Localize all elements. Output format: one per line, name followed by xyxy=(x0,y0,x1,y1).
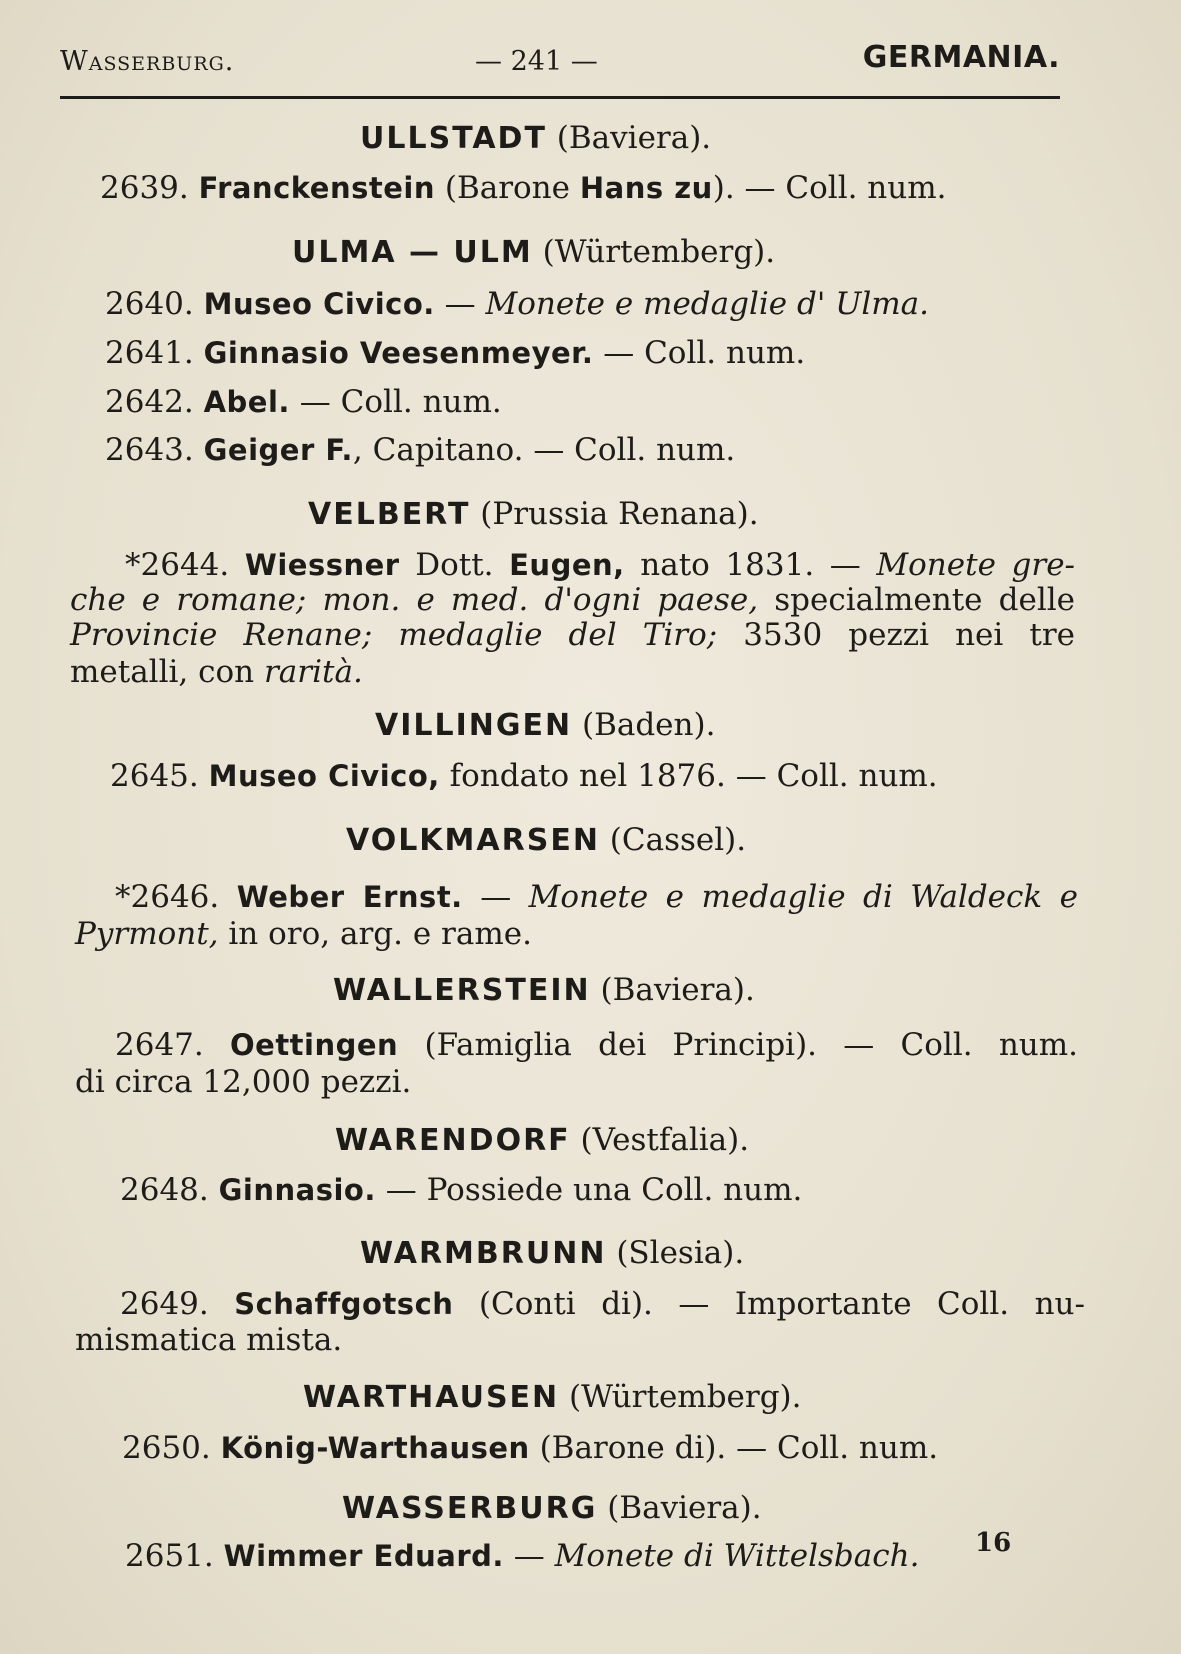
header-left: Wasserburg. xyxy=(60,46,235,77)
entry-name: Ginnasio. xyxy=(218,1173,376,1207)
city-name: VILLINGEN xyxy=(375,708,573,743)
entry-name: Museo Civico, xyxy=(208,759,440,793)
entry-number: 2642. xyxy=(105,384,194,420)
entry-2650 xyxy=(122,1428,938,1468)
entry-text: specialmente delle xyxy=(774,582,1076,618)
entry-text: mismatica mista. xyxy=(75,1322,343,1358)
city-name: VOLKMARSEN xyxy=(346,823,600,858)
entry-2644-line-2 xyxy=(70,580,1075,620)
region: (Cassel). xyxy=(609,822,747,858)
region: (Würtemberg). xyxy=(542,234,776,270)
signature-mark: 16 xyxy=(975,1528,1012,1558)
entry-name: Abel. xyxy=(203,385,290,419)
entry-number: 2648. xyxy=(120,1172,209,1208)
entry-text: — Coll. num. xyxy=(299,384,502,420)
entry-number: 2649. xyxy=(120,1286,209,1322)
entry-italic: rarità. xyxy=(263,654,363,690)
entry-2640 xyxy=(105,284,929,324)
section-heading-wasserburg xyxy=(342,1488,762,1529)
section-heading-warendorf xyxy=(335,1120,749,1161)
entry-dash: — xyxy=(480,879,512,915)
entry-2646 xyxy=(75,877,1078,917)
city-name: WASSERBURG xyxy=(342,1491,598,1526)
entry-text: (Conti di). — Importante Coll. nu- xyxy=(478,1286,1085,1322)
entry-2645 xyxy=(110,756,938,796)
entry-2639 xyxy=(100,168,947,208)
entry-text: , Capitano. — Coll. num. xyxy=(352,432,736,468)
entry-number: *2646. xyxy=(115,879,220,915)
section-heading-warthausen xyxy=(303,1377,802,1418)
entry-2644 xyxy=(70,545,1075,585)
entry-2646-line-2 xyxy=(75,914,532,954)
entry-italic: Monete e medaglie d' Ulma. xyxy=(485,286,929,322)
section-heading-volkmarsen xyxy=(346,820,746,861)
entry-number: 2647. xyxy=(115,1027,204,1063)
entry-2644-line-4 xyxy=(70,652,363,692)
entry-2648 xyxy=(120,1170,802,1210)
section-heading-villingen xyxy=(375,705,715,746)
header-right: GERMANIA. xyxy=(862,40,1060,75)
entry-text: di circa 12,000 pezzi. xyxy=(75,1064,412,1100)
entry-name-2: Eugen, xyxy=(509,548,625,582)
page-number: — 241 — xyxy=(475,46,598,77)
section-heading-velbert xyxy=(308,494,759,535)
entry-text: (Barone di). — Coll. num. xyxy=(539,1430,939,1466)
entry-text: Dott. xyxy=(415,547,494,583)
entry-text: metalli, con xyxy=(70,654,255,690)
city-name: ULLSTADT xyxy=(360,121,547,156)
entry-text: (Barone xyxy=(444,170,570,206)
entry-name: Wiessner xyxy=(244,548,400,582)
entry-dash: — xyxy=(444,286,476,322)
entry-italic: Monete di Wittelsbach. xyxy=(554,1538,920,1574)
entry-italic: che e romane; mon. e med. d'ogni paese, xyxy=(70,582,759,618)
entry-2647-line-2 xyxy=(75,1062,411,1102)
entry-text: — Coll. num. xyxy=(603,335,806,371)
entry-number: 2641. xyxy=(105,335,194,371)
entry-name: Franckenstein xyxy=(198,171,435,205)
entry-2641 xyxy=(105,333,805,373)
entry-italic: Monete gre- xyxy=(876,547,1076,583)
region: (Baviera). xyxy=(607,1490,762,1526)
entry-name-2: Hans zu xyxy=(579,171,713,205)
entry-text: 3530 pezzi nei tre xyxy=(743,617,1076,653)
entry-2643 xyxy=(105,430,735,470)
entry-text-2: nato 1831. — xyxy=(640,547,861,583)
entry-number: 2651. xyxy=(125,1538,214,1574)
entry-text: — Possiede una Coll. num. xyxy=(385,1172,803,1208)
entry-text-2: ). — Coll. num. xyxy=(712,170,947,206)
entry-text: (Famiglia dei Principi). — Coll. num. xyxy=(424,1027,1079,1063)
region: (Baviera). xyxy=(600,972,755,1008)
entry-name: Oettingen xyxy=(230,1028,399,1062)
entry-italic: Monete e medaglie di Waldeck e xyxy=(528,879,1078,915)
section-heading-ullstadt xyxy=(360,118,711,159)
running-header xyxy=(60,40,1060,84)
entry-text: in oro, arg. e rame. xyxy=(228,916,532,952)
entry-2651 xyxy=(125,1536,919,1576)
entry-name: Wimmer Eduard. xyxy=(223,1539,504,1573)
city-name: WARENDORF xyxy=(335,1123,571,1158)
entry-name: Museo Civico. xyxy=(203,287,435,321)
header-rule xyxy=(60,96,1060,99)
entry-2644-line-3 xyxy=(70,615,1075,655)
section-heading-warmbrunn xyxy=(360,1233,744,1274)
region: (Würtemberg). xyxy=(569,1379,802,1415)
entry-2642 xyxy=(105,382,502,422)
city-name: WALLERSTEIN xyxy=(333,973,591,1008)
region: (Slesia). xyxy=(616,1235,745,1271)
entry-number: 2640. xyxy=(105,286,194,322)
entry-name: Ginnasio Veesenmeyer. xyxy=(203,336,594,370)
entry-2649-line-2 xyxy=(75,1320,342,1360)
city-name: WARTHAUSEN xyxy=(303,1380,560,1415)
entry-name: König-Warthausen xyxy=(220,1431,530,1465)
entry-dash: — xyxy=(513,1538,545,1574)
entry-text: fondato nel 1876. — Coll. num. xyxy=(449,758,938,794)
region: (Prussia Renana). xyxy=(480,496,759,532)
entry-number: 2650. xyxy=(122,1430,211,1466)
section-heading-wallerstein xyxy=(333,970,755,1011)
entry-2649 xyxy=(75,1284,1085,1324)
entry-number: 2639. xyxy=(100,170,189,206)
entry-italic: Provincie Renane; medaglie del Tiro; xyxy=(70,617,718,653)
entry-number: 2645. xyxy=(110,758,199,794)
city-name: VELBERT xyxy=(308,497,471,532)
entry-name: Weber Ernst. xyxy=(236,880,463,914)
entry-number: 2643. xyxy=(105,432,194,468)
region: (Baviera). xyxy=(556,120,712,156)
entry-2647 xyxy=(75,1025,1078,1065)
region: (Vestfalia). xyxy=(580,1122,750,1158)
section-heading-ulma xyxy=(292,232,775,273)
city-name: ULMA — ULM xyxy=(292,235,533,270)
entry-number: *2644. xyxy=(125,547,230,583)
region: (Baden). xyxy=(581,707,716,743)
entry-name: Geiger F. xyxy=(203,433,353,467)
city-name: WARMBRUNN xyxy=(360,1236,607,1271)
entry-name: Schaffgotsch xyxy=(234,1287,454,1321)
entry-italic: Pyrmont, xyxy=(75,916,219,952)
